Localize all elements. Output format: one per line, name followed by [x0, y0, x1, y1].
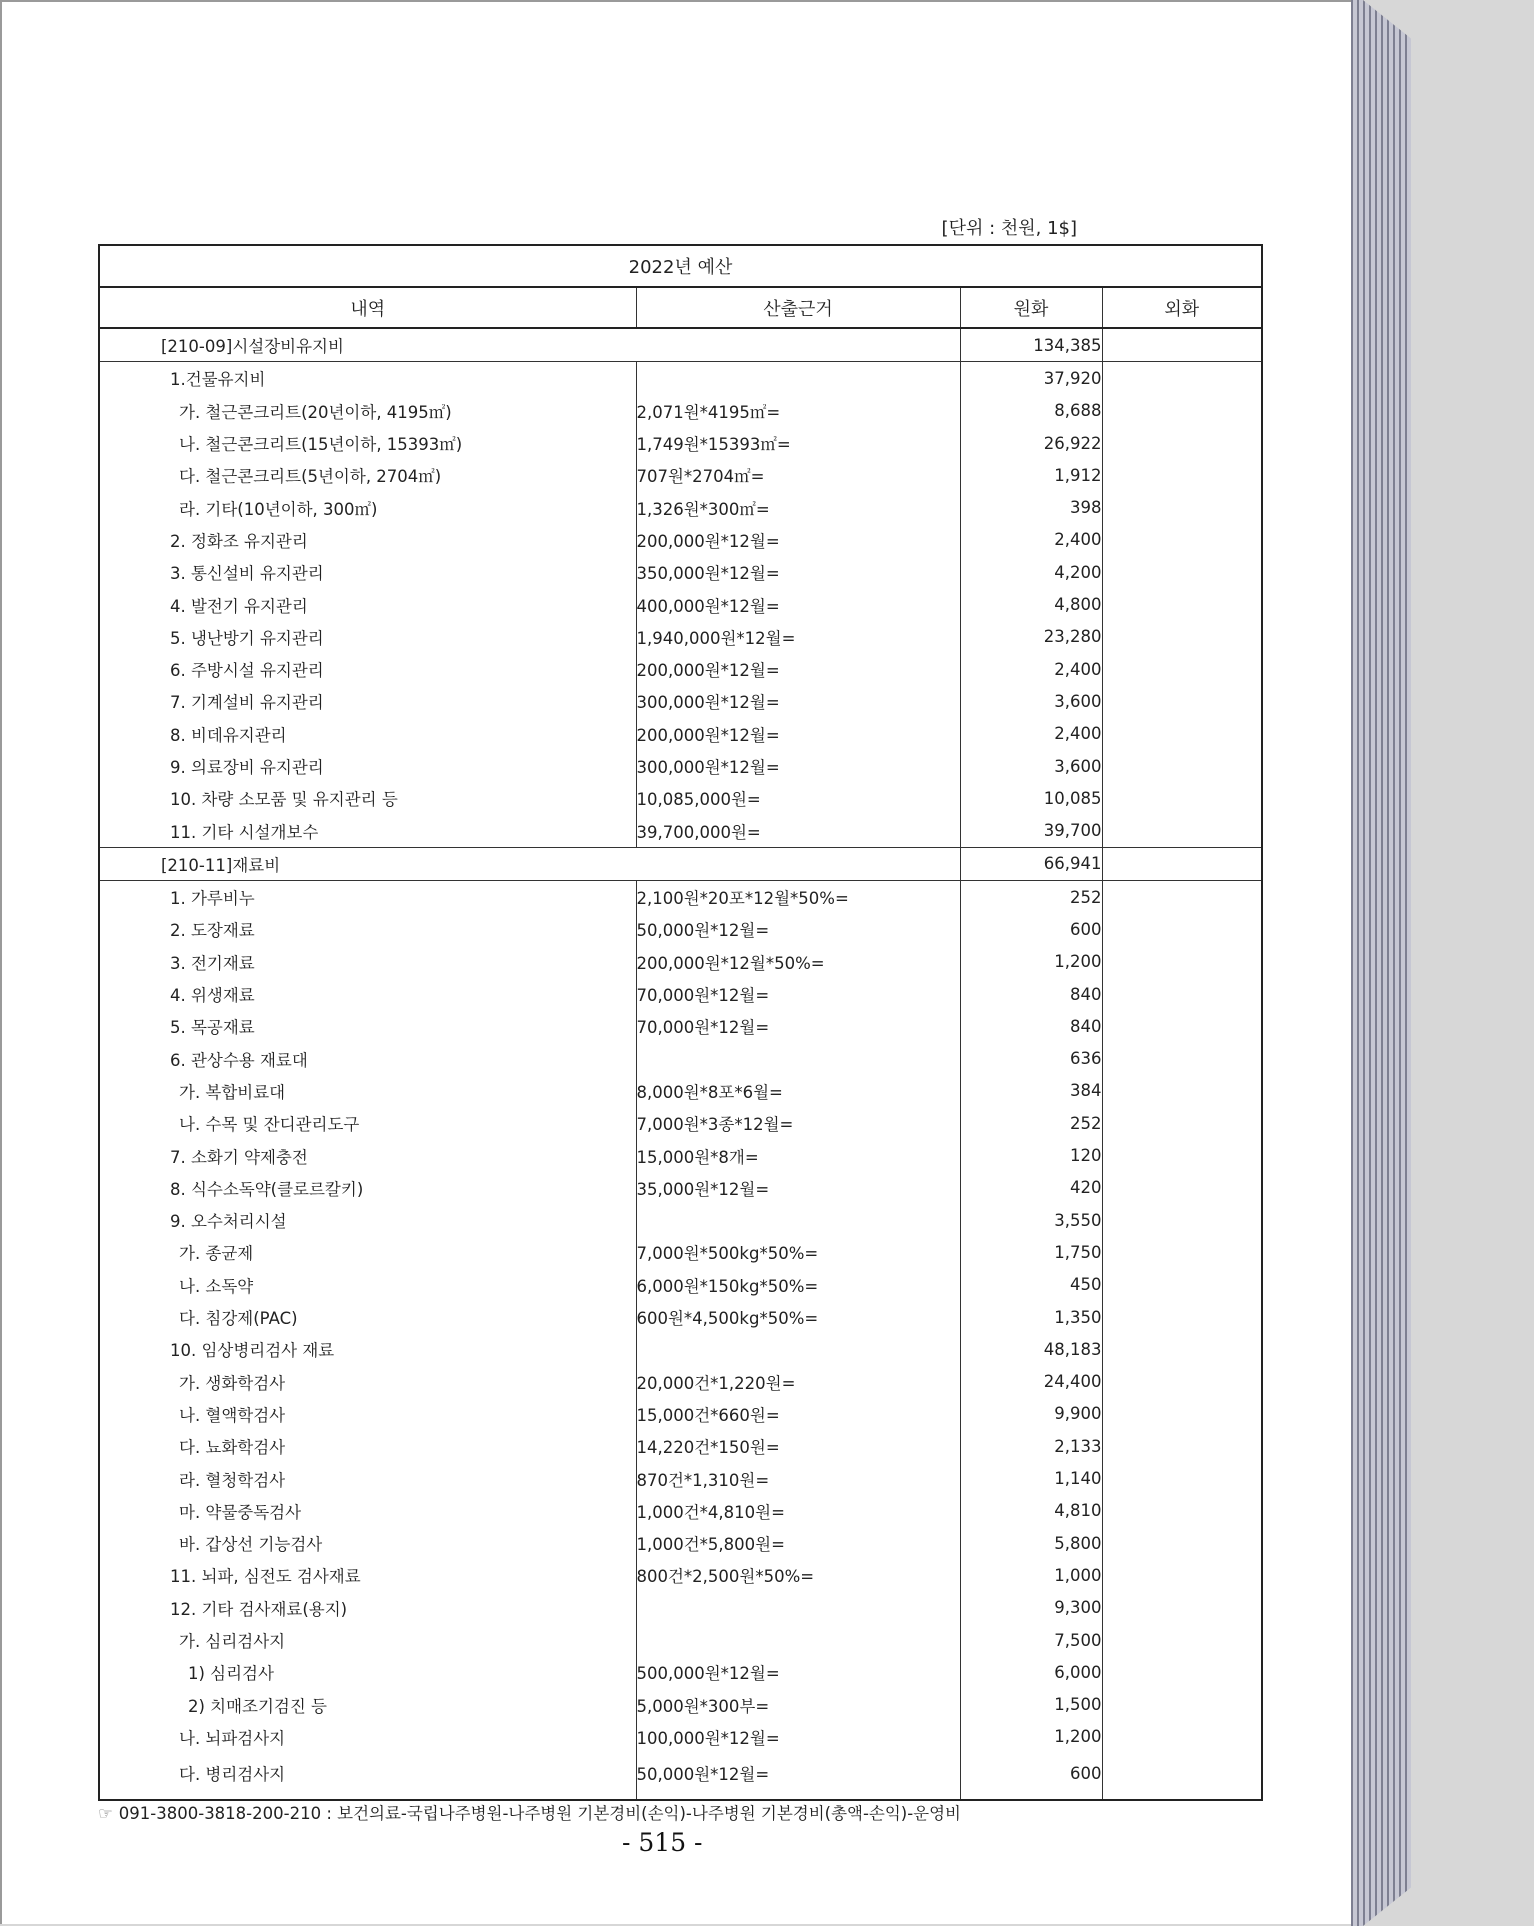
table-row [99, 524, 1262, 556]
calculation-basis: 15,000건*660원= [636, 1398, 960, 1430]
amount-fx [1102, 1172, 1262, 1204]
page-stack-edge [1351, 0, 1411, 1926]
item-name: 8. 비데유지관리 [170, 725, 287, 745]
item-name: 3. 전기재료 [170, 953, 255, 973]
item-name: 다. 철근콘크리트(5년이하, 2704㎡) [179, 467, 442, 487]
amount-krw: 1,350 [960, 1301, 1102, 1333]
pointing-hand-icon: ☞ [98, 1804, 113, 1823]
table-row [99, 946, 1262, 978]
item-name: 다. 뇨화학검사 [179, 1438, 286, 1458]
amount-krw: 398 [960, 491, 1102, 523]
table-row [99, 588, 1262, 620]
table-row [99, 782, 1262, 814]
table-row [99, 1107, 1262, 1139]
amount-krw: 4,810 [960, 1495, 1102, 1527]
calculation-basis: 1,000건*4,810원= [636, 1495, 960, 1527]
amount-krw: 9,300 [960, 1592, 1102, 1624]
amount-fx [1102, 685, 1262, 717]
amount-fx [1102, 395, 1262, 427]
item-name: 라. 혈청학검사 [179, 1470, 286, 1490]
item-name: 마. 약물중독검사 [179, 1502, 302, 1522]
table-row [99, 621, 1262, 653]
table-row [99, 395, 1262, 427]
amount-krw: 120 [960, 1139, 1102, 1171]
amount-fx [1102, 1269, 1262, 1301]
calculation-basis: 200,000원*12월= [636, 653, 960, 685]
calculation-basis: 200,000원*12월= [636, 718, 960, 750]
item-name: 8. 식수소독약(클로르칼키) [170, 1179, 364, 1199]
amount-fx [1102, 1688, 1262, 1720]
table-row [99, 1010, 1262, 1042]
item-name: 1.건물유지비 [170, 370, 266, 390]
amount-fx [1102, 556, 1262, 588]
table-row [99, 1204, 1262, 1236]
section-row [99, 847, 1262, 880]
item-name: 다. 병리검사지 [179, 1765, 286, 1785]
item-name: 나. 철근콘크리트(15년이하, 15393㎡) [179, 435, 463, 455]
footnote-text: 091-3800-3818-200-210 : 보건의료-국립나주병원-나주병원 기본경비(손익)-나주병원 기본경비(총액-손익)-운영비 [118, 1804, 961, 1823]
table-body [99, 328, 1262, 1800]
amount-fx [1102, 328, 1262, 362]
amount-fx [1102, 1624, 1262, 1656]
item-name: 3. 통신설비 유지관리 [170, 564, 324, 584]
amount-fx [1102, 750, 1262, 782]
table-row [99, 1721, 1262, 1753]
item-name: 나. 혈액학검사 [179, 1405, 286, 1425]
amount-krw: 1,750 [960, 1236, 1102, 1268]
amount-krw: 600 [960, 913, 1102, 945]
item-name: 11. 기타 시설개보수 [170, 822, 319, 842]
calculation-basis: 350,000원*12월= [636, 556, 960, 588]
amount-krw: 450 [960, 1269, 1102, 1301]
amount-krw: 37,920 [960, 362, 1102, 395]
calculation-basis: 300,000원*12월= [636, 685, 960, 717]
item-name: 라. 기타(10년이하, 300㎡) [179, 499, 378, 519]
item-name: 10. 차량 소모품 및 유지관리 등 [170, 790, 398, 810]
amount-fx [1102, 1301, 1262, 1333]
amount-krw: 8,688 [960, 395, 1102, 427]
calculation-basis: 300,000원*12월= [636, 750, 960, 782]
item-name: 11. 뇌파, 심전도 검사재료 [170, 1567, 361, 1587]
item-name: 9. 의료장비 유지관리 [170, 758, 324, 777]
calculation-basis: 707원*2704㎡= [636, 459, 960, 491]
amount-fx [1102, 1592, 1262, 1624]
calculation-basis [636, 1333, 960, 1365]
calculation-basis: 500,000원*12월= [636, 1656, 960, 1688]
amount-fx [1102, 847, 1262, 880]
amount-krw: 48,183 [960, 1333, 1102, 1365]
calculation-basis: 5,000원*300부= [636, 1688, 960, 1720]
section-row [99, 328, 1262, 362]
table-row [99, 1139, 1262, 1171]
column-header-krw: 원화 [960, 287, 1102, 328]
table-row [99, 1753, 1262, 1800]
amount-krw: 10,085 [960, 782, 1102, 814]
item-name: 10. 임상병리검사 재료 [170, 1341, 335, 1361]
calculation-basis: 39,700,000원= [636, 814, 960, 847]
amount-krw: 6,000 [960, 1656, 1102, 1688]
amount-krw: 384 [960, 1075, 1102, 1107]
calculation-basis: 1,000건*5,800원= [636, 1527, 960, 1559]
calculation-basis [636, 1204, 960, 1236]
amount-fx [1102, 814, 1262, 847]
item-name: 7. 소화기 약제충전 [170, 1147, 308, 1167]
table-row [99, 1333, 1262, 1365]
table-row [99, 1592, 1262, 1624]
calculation-basis: 2,071원*4195㎡= [636, 395, 960, 427]
amount-krw: 420 [960, 1172, 1102, 1204]
item-name: 6. 주방시설 유지관리 [170, 661, 324, 681]
item-name: 가. 복합비료대 [179, 1082, 286, 1102]
amount-krw: 24,400 [960, 1366, 1102, 1398]
item-name: 5. 냉난방기 유지관리 [170, 628, 324, 648]
item-name: 다. 침강제(PAC) [179, 1309, 298, 1329]
amount-krw: 840 [960, 978, 1102, 1010]
section-name: [210-09]시설장비유지비 [99, 328, 960, 362]
item-name: 나. 수목 및 잔디관리도구 [179, 1115, 360, 1135]
item-name: 6. 관상수용 재료대 [170, 1050, 308, 1070]
amount-krw: 2,400 [960, 718, 1102, 750]
item-name: 2. 정화조 유지관리 [170, 531, 308, 551]
footnote [98, 1800, 961, 1824]
amount-fx [1102, 1495, 1262, 1527]
calculation-basis [636, 1592, 960, 1624]
table-row [99, 913, 1262, 945]
amount-fx [1102, 1559, 1262, 1591]
calculation-basis: 20,000건*1,220원= [636, 1366, 960, 1398]
amount-krw: 600 [960, 1753, 1102, 1800]
item-name: 5. 목공재료 [170, 1018, 255, 1038]
item-name: 7. 기계설비 유지관리 [170, 693, 324, 713]
amount-krw: 636 [960, 1043, 1102, 1075]
calculation-basis: 2,100원*20포*12월*50%= [636, 881, 960, 914]
amount-fx [1102, 946, 1262, 978]
amount-fx [1102, 524, 1262, 556]
amount-krw: 2,400 [960, 653, 1102, 685]
amount-krw: 2,133 [960, 1430, 1102, 1462]
table-row [99, 1236, 1262, 1268]
table-row [99, 459, 1262, 491]
calculation-basis: 870건*1,310원= [636, 1462, 960, 1494]
table-row [99, 881, 1262, 914]
item-name: 9. 오수처리시설 [170, 1212, 287, 1232]
amount-krw: 2,400 [960, 524, 1102, 556]
amount-krw: 3,600 [960, 685, 1102, 717]
table-row [99, 1398, 1262, 1430]
amount-krw: 4,200 [960, 556, 1102, 588]
amount-krw: 1,200 [960, 946, 1102, 978]
page-number: - 515 - [622, 1828, 703, 1857]
amount-fx [1102, 1656, 1262, 1688]
calculation-basis: 70,000원*12월= [636, 978, 960, 1010]
table-row [99, 1688, 1262, 1720]
table-row [99, 814, 1262, 847]
item-name: 2) 치매조기검진 등 [188, 1696, 327, 1716]
table-row [99, 750, 1262, 782]
table-row [99, 1430, 1262, 1462]
table-row [99, 362, 1262, 395]
amount-krw: 66,941 [960, 847, 1102, 880]
calculation-basis [636, 1043, 960, 1075]
amount-krw: 3,550 [960, 1204, 1102, 1236]
table-row [99, 1624, 1262, 1656]
table-row [99, 1269, 1262, 1301]
amount-fx [1102, 1430, 1262, 1462]
calculation-basis: 800건*2,500원*50%= [636, 1559, 960, 1591]
calculation-basis: 200,000원*12월= [636, 524, 960, 556]
column-header-item: 내역 [99, 287, 636, 328]
amount-krw: 134,385 [960, 328, 1102, 362]
calculation-basis: 70,000원*12월= [636, 1010, 960, 1042]
table-row [99, 978, 1262, 1010]
table-row [99, 1172, 1262, 1204]
table-row [99, 1301, 1262, 1333]
item-name: 1) 심리검사 [188, 1664, 274, 1684]
unit-label: [단위 : 천원, 1$] [941, 218, 1077, 239]
amount-fx [1102, 588, 1262, 620]
calculation-basis: 1,940,000원*12월= [636, 621, 960, 653]
calculation-basis: 8,000원*8포*6월= [636, 1075, 960, 1107]
calculation-basis: 7,000원*3종*12월= [636, 1107, 960, 1139]
item-name: 가. 철근콘크리트(20년이하, 4195㎡) [179, 402, 452, 422]
amount-fx [1102, 1398, 1262, 1430]
calculation-basis: 400,000원*12월= [636, 588, 960, 620]
amount-krw: 23,280 [960, 621, 1102, 653]
table-row [99, 491, 1262, 523]
amount-krw: 4,800 [960, 588, 1102, 620]
item-name: 4. 위생재료 [170, 986, 255, 1006]
table-row [99, 1043, 1262, 1075]
amount-fx [1102, 653, 1262, 685]
amount-fx [1102, 1721, 1262, 1753]
amount-fx [1102, 881, 1262, 914]
table-row [99, 1559, 1262, 1591]
table-row [99, 718, 1262, 750]
calculation-basis [636, 1624, 960, 1656]
amount-fx [1102, 1043, 1262, 1075]
amount-krw: 1,912 [960, 459, 1102, 491]
column-header-fx: 외화 [1102, 287, 1262, 328]
table-row [99, 1495, 1262, 1527]
item-name: 나. 뇌파검사지 [179, 1728, 286, 1748]
calculation-basis: 35,000원*12월= [636, 1172, 960, 1204]
item-name: 나. 소독약 [179, 1276, 254, 1296]
table-row [99, 1366, 1262, 1398]
calculation-basis: 50,000원*12월= [636, 913, 960, 945]
item-name: 가. 심리검사지 [179, 1632, 286, 1652]
amount-fx [1102, 621, 1262, 653]
amount-fx [1102, 1333, 1262, 1365]
amount-krw: 9,900 [960, 1398, 1102, 1430]
item-name: 12. 기타 검사재료(용지) [170, 1599, 348, 1619]
amount-krw: 3,600 [960, 750, 1102, 782]
budget-table [98, 244, 1263, 1801]
amount-fx [1102, 1139, 1262, 1171]
calculation-basis: 6,000원*150kg*50%= [636, 1269, 960, 1301]
amount-krw: 1,500 [960, 1688, 1102, 1720]
amount-fx [1102, 459, 1262, 491]
amount-fx [1102, 1366, 1262, 1398]
amount-fx [1102, 1204, 1262, 1236]
table-row [99, 556, 1262, 588]
calculation-basis: 1,326원*300㎡= [636, 491, 960, 523]
item-name: 가. 생화학검사 [179, 1373, 286, 1393]
calculation-basis: 1,749원*15393㎡= [636, 427, 960, 459]
amount-fx [1102, 718, 1262, 750]
amount-fx [1102, 427, 1262, 459]
calculation-basis: 50,000원*12월= [636, 1753, 960, 1800]
item-name: 4. 발전기 유지관리 [170, 596, 308, 616]
item-name: 가. 종균제 [179, 1244, 254, 1264]
amount-krw: 26,922 [960, 427, 1102, 459]
table-row [99, 653, 1262, 685]
table-row [99, 1462, 1262, 1494]
calculation-basis: 10,085,000원= [636, 782, 960, 814]
amount-fx [1102, 1075, 1262, 1107]
amount-krw: 7,500 [960, 1624, 1102, 1656]
section-name: [210-11]재료비 [99, 847, 960, 880]
amount-krw: 1,000 [960, 1559, 1102, 1591]
calculation-basis: 600원*4,500kg*50%= [636, 1301, 960, 1333]
amount-fx [1102, 1236, 1262, 1268]
amount-krw: 840 [960, 1010, 1102, 1042]
amount-krw: 252 [960, 1107, 1102, 1139]
amount-fx [1102, 362, 1262, 395]
table-row [99, 1656, 1262, 1688]
table-row [99, 427, 1262, 459]
table-title: 2022년 예산 [99, 245, 1262, 287]
amount-fx [1102, 491, 1262, 523]
amount-krw: 1,140 [960, 1462, 1102, 1494]
amount-fx [1102, 782, 1262, 814]
calculation-basis: 7,000원*500kg*50%= [636, 1236, 960, 1268]
amount-fx [1102, 1527, 1262, 1559]
item-name: 바. 갑상선 기능검사 [179, 1535, 323, 1555]
table-row [99, 685, 1262, 717]
amount-krw: 5,800 [960, 1527, 1102, 1559]
table-row [99, 1075, 1262, 1107]
calculation-basis [636, 362, 960, 395]
amount-fx [1102, 1462, 1262, 1494]
column-header-basis: 산출근거 [636, 287, 960, 328]
amount-krw: 1,200 [960, 1721, 1102, 1753]
item-name: 2. 도장재료 [170, 921, 255, 941]
amount-fx [1102, 1107, 1262, 1139]
item-name: 1. 가루비누 [170, 889, 255, 909]
amount-fx [1102, 1010, 1262, 1042]
amount-fx [1102, 1753, 1262, 1800]
table-row [99, 1527, 1262, 1559]
amount-krw: 252 [960, 881, 1102, 914]
calculation-basis: 200,000원*12월*50%= [636, 946, 960, 978]
amount-fx [1102, 913, 1262, 945]
calculation-basis: 15,000원*8개= [636, 1139, 960, 1171]
calculation-basis: 100,000원*12월= [636, 1721, 960, 1753]
amount-fx [1102, 978, 1262, 1010]
amount-krw: 39,700 [960, 814, 1102, 847]
calculation-basis: 14,220건*150원= [636, 1430, 960, 1462]
